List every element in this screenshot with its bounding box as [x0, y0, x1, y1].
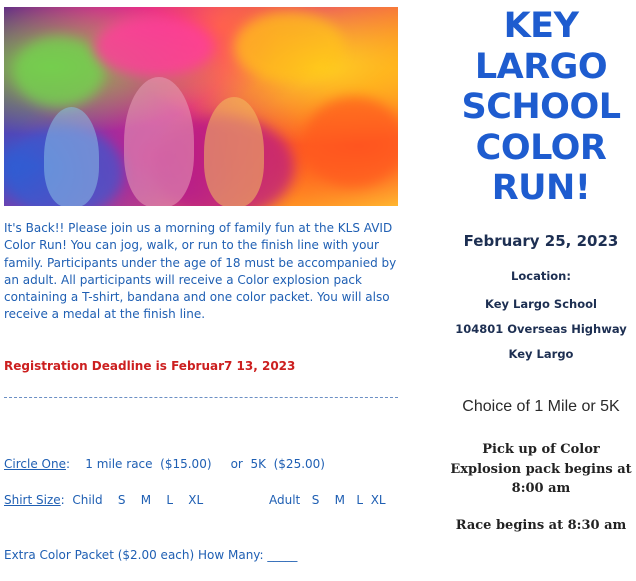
green-powder-cloud — [14, 37, 104, 107]
race-choice-row — [4, 457, 325, 471]
color-run-photo — [4, 7, 398, 206]
event-title — [452, 6, 630, 209]
race-options: : 1 mile race ($15.00) or 5K ($25.00) — [65, 457, 325, 471]
pink-powder-cloud — [94, 17, 214, 77]
extra-packet-row: Extra Color Packet ($2.00 each) How Many: _____ — [4, 548, 298, 562]
shirt-size-row — [4, 493, 399, 507]
cut-line-divider — [4, 397, 398, 398]
yellow-powder-cloud — [234, 12, 344, 82]
title-line: LARGO — [474, 46, 608, 87]
intro-paragraph: It's Back!! Please join us a morning of family fun at the KLS AVID Color Run! You can jog, walk, or run to the finish line with your family. Participants under the age of 18 must be accompanied by an adult. All participants will receive a Color explosion pack containing a T-shirt, bandana and one color packet. You will also receive a medal at the finish line. — [4, 221, 397, 322]
location-city: Key Largo — [508, 347, 574, 361]
location-address: 104801 Overseas Highway — [455, 322, 627, 336]
registration-deadline: Registration Deadline is Februar7 13, 2023 — [4, 359, 296, 373]
runner-silhouette — [204, 97, 264, 206]
runner-silhouette — [44, 107, 99, 206]
child-sizes: : Child S M L XL — [60, 493, 204, 507]
pickup-info: Pick up of Color Explosion pack begins at 8:00 am — [450, 442, 632, 496]
shirt-size-label: Shirt Size — [4, 493, 61, 507]
title-line: KEY — [503, 6, 579, 46]
distance-choice: Choice of 1 Mile or 5K — [462, 398, 620, 415]
orange-powder-cloud — [304, 97, 398, 187]
adult-sizes: Adult S M L XL — [269, 493, 386, 507]
title-line: RUN! — [491, 168, 591, 208]
circle-one-label: Circle One — [4, 457, 66, 471]
location-label: Location: — [511, 269, 571, 283]
runner-silhouette — [124, 77, 194, 206]
title-line: SCHOOL — [461, 87, 621, 127]
event-date: February 25, 2023 — [463, 232, 619, 250]
location-name: Key Largo School — [485, 297, 597, 311]
race-start-time: Race begins at 8:30 am — [455, 518, 627, 533]
title-line: COLOR — [475, 127, 607, 168]
